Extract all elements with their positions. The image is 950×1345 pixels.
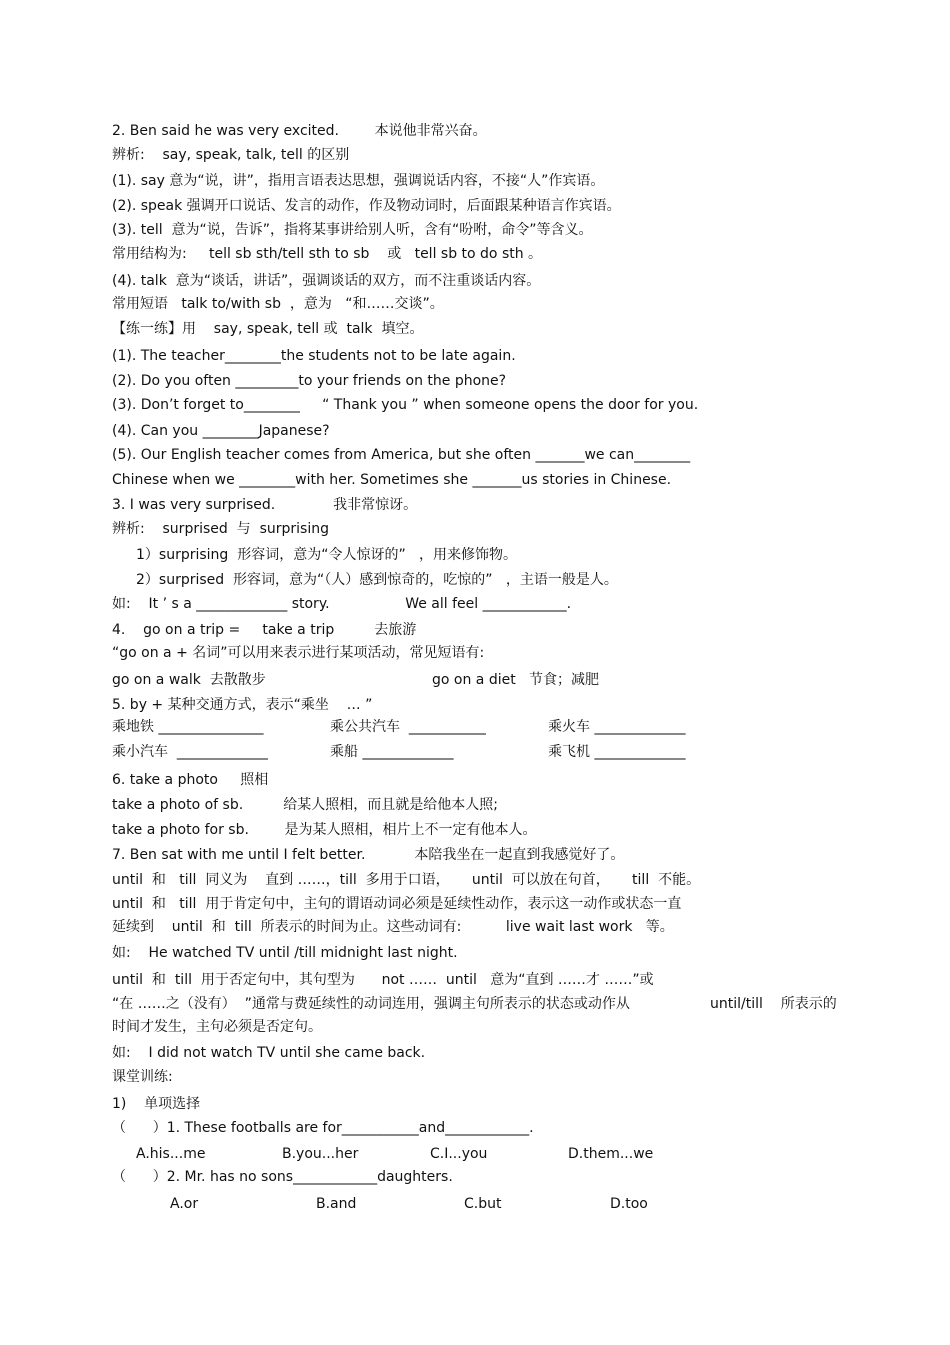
text-line: 如: It ’ s a _____________ story. We all feel ____________. <box>112 596 572 612</box>
text-line: （ ）2. Mr. has no sons____________daughters. <box>112 1169 453 1185</box>
text-line: 乘小汽车 _____________ <box>112 744 268 760</box>
text-line: until 和 till 用于否定句中，其句型为 not …… until 意为“直到 ……才 ……”或 <box>112 972 654 988</box>
text-line: 延续到 until 和 till 所表示的时间为止。这些动词有: live wait last work 等。 <box>112 919 674 935</box>
text-line: (5). Our English teacher comes from America, but she often _______we can________ <box>112 447 691 463</box>
text-line: 1）surprising 形容词，意为“令人惊讶的” ，用来修饰物。 <box>136 547 518 563</box>
text-line: （ ）1. These footballs are for___________and____________. <box>112 1120 534 1136</box>
text-line: until 和 till 同义为 直到 ……，till 多用于口语， until 可以放在句首， till 不能。 <box>112 872 701 888</box>
text-line: go on a diet 节食；减肥 <box>432 672 600 688</box>
text-line: D.too <box>610 1196 648 1212</box>
text-line: 3. I was very surprised. 我非常惊讶。 <box>112 497 418 513</box>
text-line: take a photo for sb. 是为某人照相，相片上不一定有他本人。 <box>112 822 537 838</box>
text-line: D.them...we <box>568 1146 654 1162</box>
text-line: “在 ……之（没有） ”通常与费延续性的动词连用，强调主句所表示的状态或动作从 <box>112 996 630 1012</box>
text-line: “go on a + 名词”可以用来表示进行某项活动，常见短语有: <box>112 645 485 661</box>
text-line: 常用结构为: tell sb sth/tell sth to sb 或 tell sb to do sth 。 <box>112 246 543 262</box>
text-line: 1) 单项选择 <box>112 1096 201 1112</box>
text-line: (4). talk 意为“谈话，讲话”，强调谈话的双方，而不注重谈话内容。 <box>112 273 541 289</box>
text-line: 2）surprised 形容词，意为“（人）感到惊奇的，吃惊的” ，主语一般是人。 <box>136 572 618 588</box>
text-line: go on a walk 去散散步 <box>112 672 266 688</box>
text-line: (2). Do you often _________to your friends on the phone? <box>112 373 507 389</box>
text-line: 乘船 _____________ <box>330 744 454 760</box>
text-line: 常用短语 talk to/with sb ，意为 “和……交谈”。 <box>112 296 444 312</box>
text-line: take a photo of sb. 给某人照相，而且就是给他本人照; <box>112 797 498 813</box>
text-line: (3). Don’t forget to________ “ Thank you ” when someone opens the door for you. <box>112 397 699 413</box>
text-line: 辨析: surprised 与 surprising <box>112 521 329 537</box>
text-line: 5. by + 某种交通方式，表示“乘坐 … ” <box>112 697 373 713</box>
text-line: C.but <box>464 1196 502 1212</box>
text-line: 【练一练】用 say, speak, tell 或 talk 填空。 <box>112 321 424 337</box>
text-line: 课堂训练: <box>112 1069 173 1085</box>
text-line: 4. go on a trip = take a trip 去旅游 <box>112 622 417 638</box>
text-line: 时间才发生，主句必须是否定句。 <box>112 1019 322 1035</box>
text-line: 2. Ben said he was very excited. 本说他非常兴奋。 <box>112 123 487 139</box>
text-line: 乘公共汽车 ___________ <box>330 719 486 735</box>
text-line: 乘飞机 _____________ <box>548 744 686 760</box>
text-line: B.you...her <box>282 1146 359 1162</box>
text-line: 6. take a photo 照相 <box>112 772 269 788</box>
text-line: A.his...me <box>136 1146 206 1162</box>
text-line: 如: He watched TV until /till midnight last night. <box>112 945 458 961</box>
text-line: 7. Ben sat with me until I felt better. 本陪我坐在一起直到我感觉好了。 <box>112 847 625 863</box>
text-line: until/till 所表示的 <box>710 996 837 1012</box>
text-line: 乘地铁 _______________ <box>112 719 264 735</box>
text-line: Chinese when we ________with her. Sometimes she _______us stories in Chinese. <box>112 472 672 488</box>
text-line: until 和 till 用于肯定句中，主句的谓语动词必须是延续性动作，表示这一动作或状态一直 <box>112 896 682 912</box>
text-line: 如: I did not watch TV until she came back. <box>112 1045 426 1061</box>
text-line: (1). say 意为“说，讲”，指用言语表达思想，强调说话内容，不接“人”作宾语。 <box>112 173 605 189</box>
text-line: B.and <box>316 1196 357 1212</box>
text-line: A.or <box>170 1196 199 1212</box>
text-line: C.I...you <box>430 1146 488 1162</box>
text-line: (2). speak 强调开口说话、发言的动作，作及物动词时，后面跟某种语言作宾语。 <box>112 198 621 214</box>
text-line: 乘火车 _____________ <box>548 719 686 735</box>
text-line: (4). Can you ________Japanese? <box>112 423 330 439</box>
text-line: (1). The teacher________the students not to be late again. <box>112 348 516 364</box>
text-line: 辨析: say, speak, talk, tell 的区别 <box>112 147 350 163</box>
text-line: (3). tell 意为“说，告诉”，指将某事讲给别人听，含有“吩咐，命令”等含义。 <box>112 222 593 238</box>
